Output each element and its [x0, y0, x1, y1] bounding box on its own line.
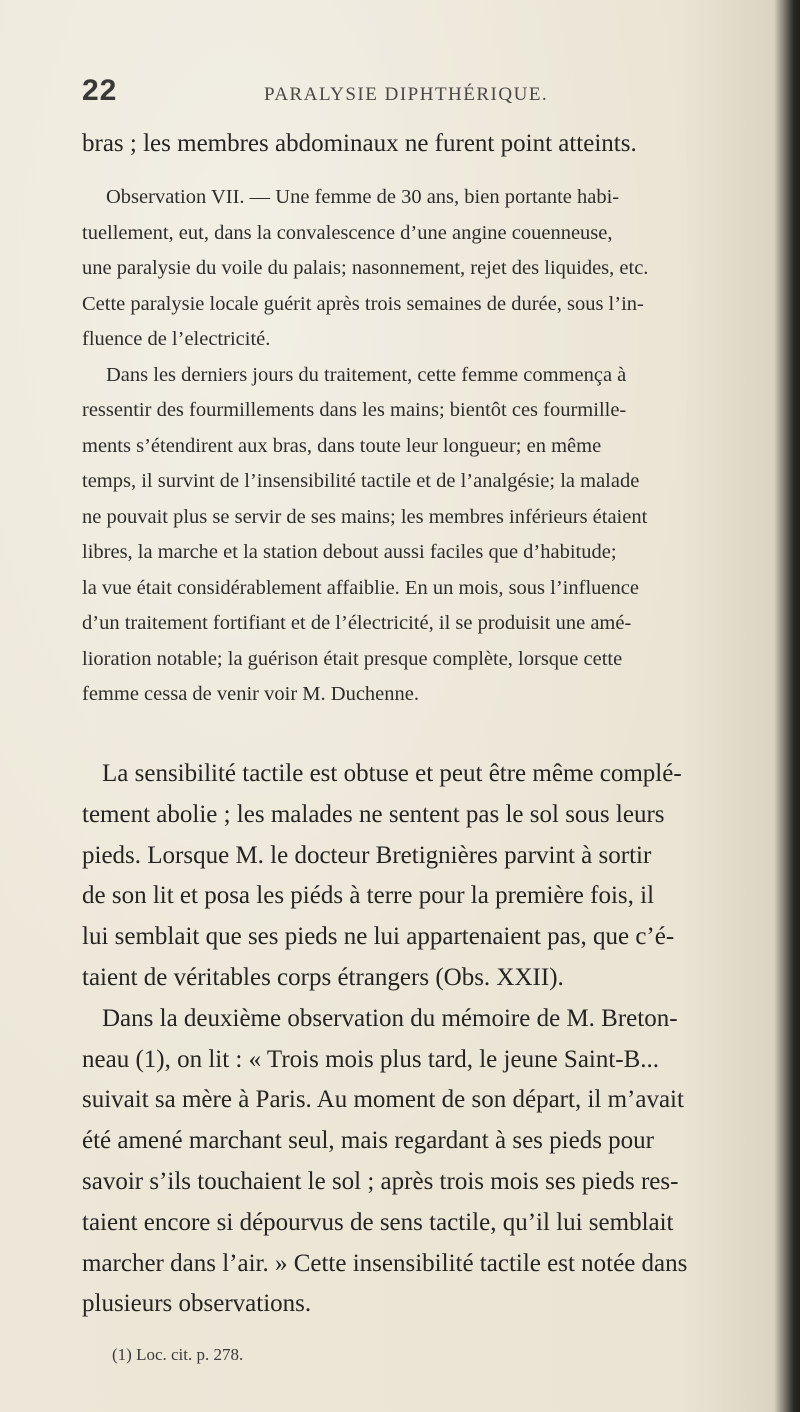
binding-gutter: [774, 0, 800, 1412]
observation-line: Cette paralysie locale guérit après trois semaines de durée, sous l’in-: [82, 292, 644, 315]
body-line: suivait sa mère à Paris. Au moment de son départ, il m’avait: [82, 1086, 684, 1114]
observation-line: libres, la marche et la station debout aussi faciles que d’habitude;: [82, 541, 617, 563]
observation-line: lioration notable; la guérison était presque complète, lorsque cette: [82, 647, 623, 670]
observation-line: ne pouvait plus se servir de ses mains; les membres inférieurs étaient: [82, 505, 648, 528]
body-line: de son lit et posa les piéds à terre pour la première fois, il: [82, 882, 655, 910]
body-line: pieds. Lorsque M. le docteur Bretignières parvint à sortir: [82, 841, 652, 869]
observation-line: Observation VII. — Une femme de 30 ans, bien portante habi-: [106, 186, 620, 208]
body-line: taient de véritables corps étrangers (Obs. XXII).: [82, 963, 564, 991]
page-number: 22: [82, 74, 118, 107]
observation-line: une paralysie du voile du palais; nasonnement, rejet des liquides, etc.: [82, 257, 649, 279]
observation-line: Dans les derniers jours du traitement, cette femme commença à: [106, 363, 627, 386]
observation-block: [82, 180, 770, 713]
body-line: La sensibilité tactile est obtuse et peut être même complé-: [102, 760, 682, 787]
continued-paragraph: [82, 124, 770, 165]
running-head: PARALYSIE DIPHTHÉRIQUE.: [264, 84, 549, 105]
observation-line: fluence de l’electricité.: [82, 328, 271, 350]
footnote: [112, 1344, 800, 1366]
body-line: été amené marchant seul, mais regardant à ses pieds pour: [82, 1127, 654, 1155]
body-line: plusieurs observations.: [82, 1290, 312, 1318]
body-line: Dans la deuxième observation du mémoire de M. Breton-: [102, 1004, 678, 1032]
observation-line: ments s’étendirent aux bras, dans toute leur longueur; en même: [82, 434, 602, 457]
footnote-text: (1) Loc. cit. p. 278.: [112, 1345, 244, 1364]
body-line: lui semblait que ses pieds ne lui appartenaient pas, que c’é-: [82, 923, 675, 951]
body-line: tement abolie ; les malades ne sentent pas le sol sous leurs: [82, 800, 665, 828]
observation-line: ressentir des fourmillements dans les mains; bientôt ces fourmille-: [82, 399, 627, 421]
observation-line: femme cessa de venir voir M. Duchenne.: [82, 683, 419, 705]
body-line: marcher dans l’air. » Cette insensibilité tactile est notée dans: [82, 1249, 688, 1277]
observation-line: tuellement, eut, dans la convalescence d’une angine couenneuse,: [82, 221, 613, 244]
main-body: [82, 754, 770, 1325]
body-line: taient encore si dépourvus de sens tactile, qu’il lui semblait: [82, 1208, 674, 1236]
body-line: neau (1), on lit : « Trois mois plus tard, le jeune Saint-B...: [82, 1045, 660, 1073]
observation-line: la vue était considérablement affaiblie. En un mois, sous l’influence: [82, 576, 639, 599]
observation-line: d’un traitement fortifiant et de l’électricité, il se produisit une amé-: [82, 612, 632, 634]
observation-line: temps, il survint de l’insensibilité tactile et de l’analgésie; la malade: [82, 470, 640, 492]
text-line: bras ; les membres abdominaux ne furent point atteints.: [82, 130, 637, 157]
body-line: savoir s’ils touchaient le sol ; après trois mois ses pieds res-: [82, 1167, 679, 1195]
page-header: [82, 74, 782, 114]
